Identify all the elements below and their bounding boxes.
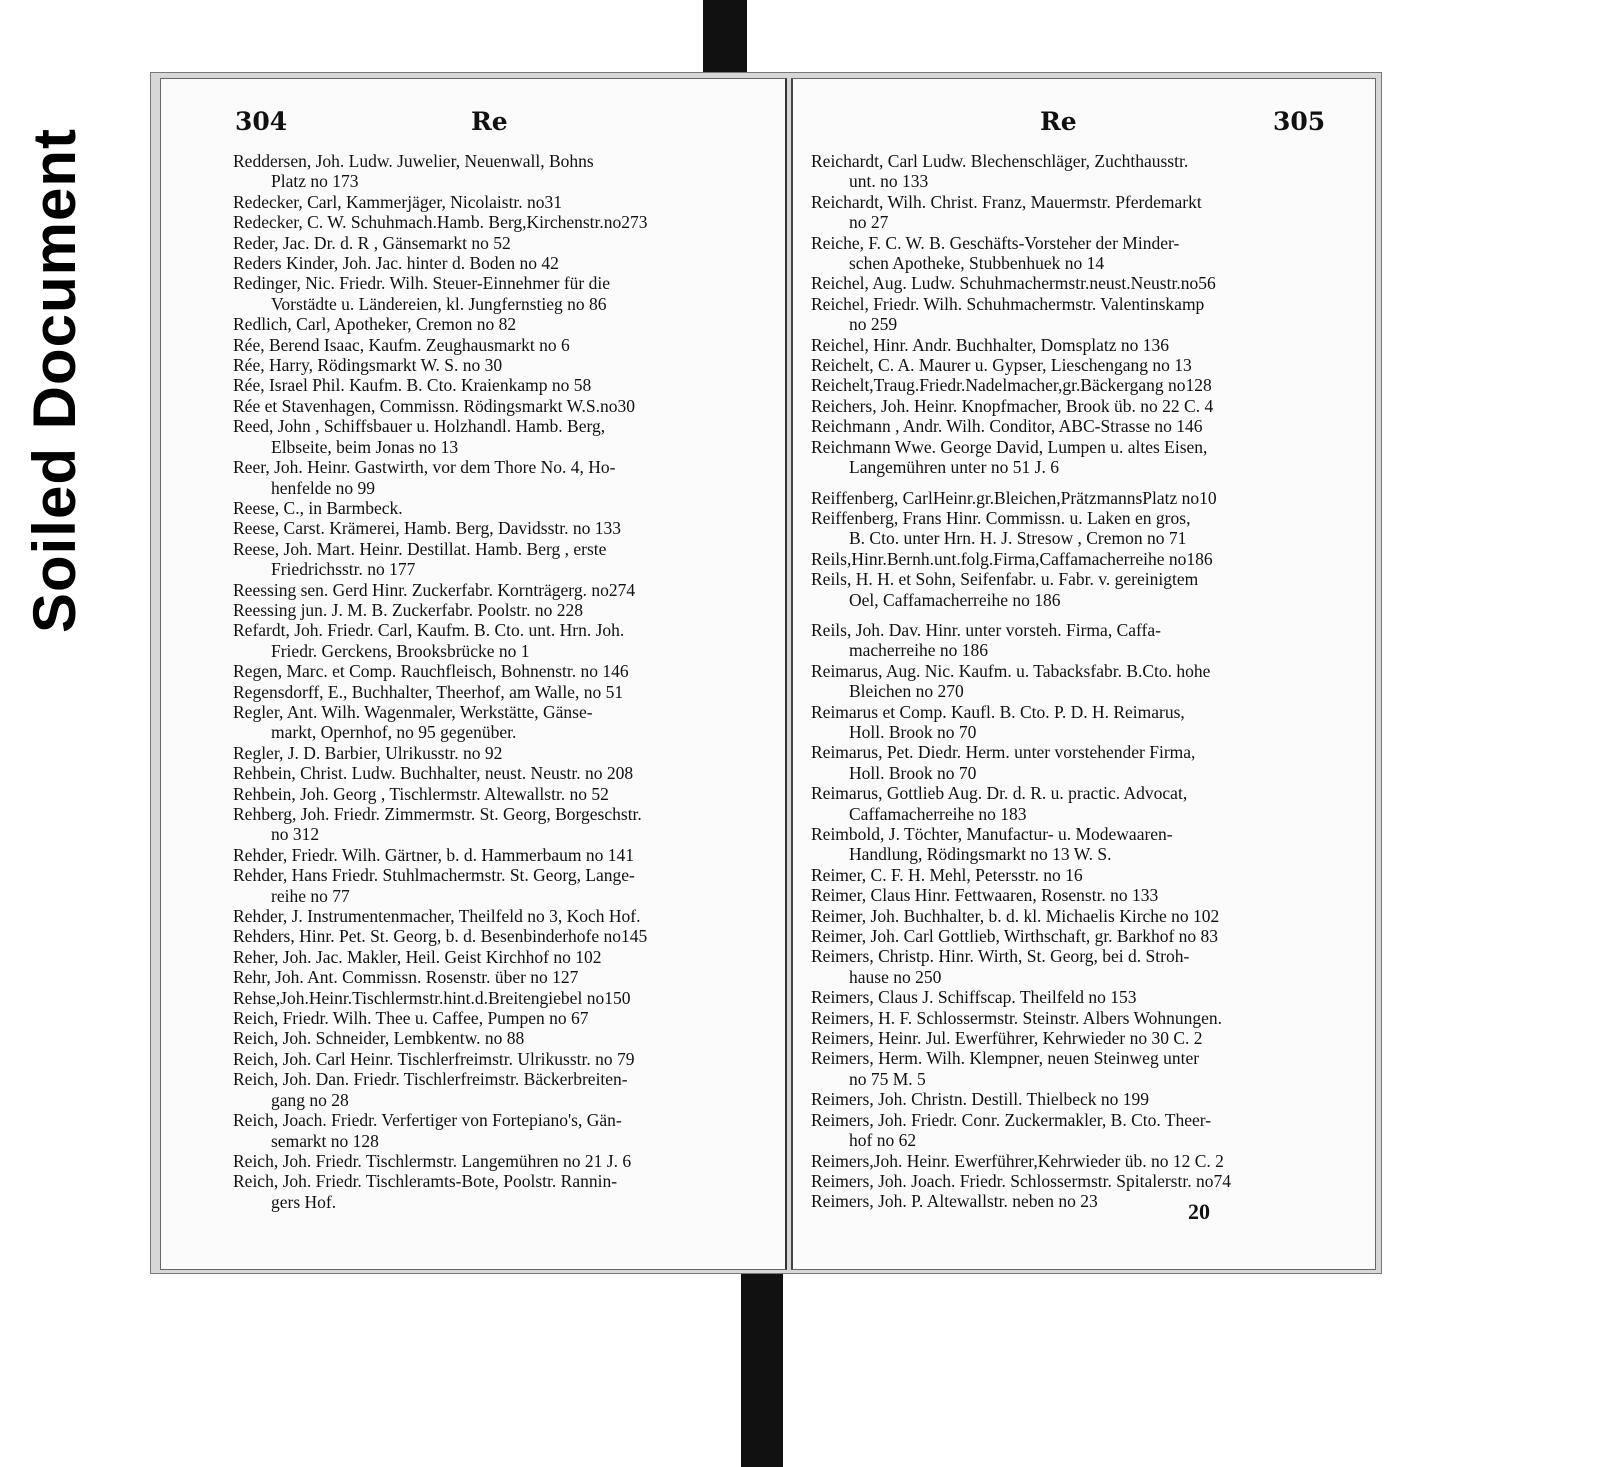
directory-entry-line: Reichelt, C. A. Maurer u. Gypser, Lieschengang no 13	[811, 355, 1192, 376]
directory-entry-line: Reimers, Joh. Friedr. Conr. Zuckermakler, B. Cto. Theer-	[811, 1109, 1212, 1130]
left-entry-list	[233, 151, 773, 1212]
directory-entry-line: Reich, Joh. Friedr. Tischlermstr. Langemühren no 21 J. 6	[233, 1150, 632, 1171]
directory-entry-line: Rehberg, Joh. Friedr. Zimmermstr. St. Georg, Borgeschstr.	[233, 804, 642, 824]
directory-entry-line: Reils, H. H. et Sohn, Seifenfabr. u. Fabr. v. gereinigtem	[811, 569, 1199, 590]
entry-continuation-line: hof no 62	[849, 1130, 917, 1151]
entry-continuation-line: Friedrichsstr. no 177	[271, 559, 416, 580]
directory-entry-line: Reders Kinder, Joh. Jac. hinter d. Boden no 42	[233, 253, 559, 274]
entry-block-c	[811, 620, 1366, 1212]
directory-entry-line: Rée et Stavenhagen, Commissn. Rödingsmarkt W.S.no30	[233, 395, 635, 416]
directory-entry-line: Redecker, C. W. Schuhmach.Hamb. Berg,Kirchenstr.no273	[233, 212, 648, 233]
directory-entry-line: Reimers, Joh. Joach. Friedr. Schlossermstr. Spitalerstr. no74	[811, 1170, 1231, 1191]
directory-entry-line: Rehder, Friedr. Wilh. Gärtner, b. d. Hammerbaum no 141	[233, 844, 634, 865]
directory-entry-line: Reimers, Claus J. Schiffscap. Theilfeld no 153	[811, 987, 1137, 1008]
directory-entry-line: Reessing jun. J. M. B. Zuckerfabr. Poolstr. no 228	[233, 599, 583, 620]
directory-entry-line: Reimers, Heinr. Jul. Ewerführer, Kehrwieder no 30 C. 2	[811, 1028, 1203, 1049]
directory-entry-line: Reils,Hinr.Bernh.unt.folg.Firma,Caffamacherreihe no186	[811, 548, 1213, 569]
directory-entry-line: Redlich, Carl, Apotheker, Cremon no 82	[233, 314, 517, 335]
directory-entry-line: Reimer, Joh. Buchhalter, b. d. kl. Michaelis Kirche no 102	[811, 905, 1220, 926]
right-page	[791, 78, 1376, 1270]
entry-continuation-line: henfelde no 99	[271, 477, 375, 498]
block-gap	[811, 478, 1366, 488]
entry-continuation-line: no 27	[849, 212, 889, 233]
right-running-head: Re	[1040, 107, 1077, 136]
directory-entry-line: Reese, C., in Barmbeck.	[233, 497, 403, 518]
directory-entry-line: Reich, Friedr. Wilh. Thee u. Caffee, Pumpen no 67	[233, 1008, 589, 1029]
directory-entry-line: Rehder, J. Instrumentenmacher, Theilfeld no 3, Koch Hof.	[233, 906, 641, 927]
directory-entry-line: Reiffenberg, CarlHeinr.gr.Bleichen,PrätzmannsPlatz no10	[811, 487, 1217, 508]
right-page-number: 305	[1273, 107, 1326, 136]
stamp-label: Soiled Document	[21, 127, 89, 633]
directory-entry-line: Reese, Carst. Krämerei, Hamb. Berg, Davidsstr. no 133	[233, 518, 621, 539]
directory-entry-line: Reichel, Aug. Ludw. Schuhmachermstr.neust.Neustr.no56	[811, 273, 1216, 294]
directory-entry-line: Refardt, Joh. Friedr. Carl, Kaufm. B. Cto. unt. Hrn. Joh.	[233, 620, 625, 641]
directory-entry-line: Reimarus, Aug. Nic. Kaufm. u. Tabacksfabr. B.Cto. hohe	[811, 660, 1211, 681]
directory-entry-line: Rée, Israel Phil. Kaufm. B. Cto. Kraienkamp no 58	[233, 375, 592, 396]
signature-mark: 20	[1188, 1199, 1210, 1224]
directory-entry-line: Reimer, Joh. Carl Gottlieb, Wirthschaft, gr. Barkhof no 83	[811, 926, 1219, 947]
directory-entry-line: Reimers, Joh. Christn. Destill. Thielbeck no 199	[811, 1089, 1149, 1110]
entry-continuation-line: macherreihe no 186	[849, 640, 988, 661]
entry-continuation-line: Platz no 173	[271, 171, 359, 192]
directory-entry-line: Reessing sen. Gerd Hinr. Zuckerfabr. Kornträgerg. no274	[233, 579, 636, 600]
directory-entry-line: Reimarus, Pet. Diedr. Herm. unter vorstehender Firma,	[811, 742, 1196, 763]
directory-entry-line: Rehr, Joh. Ant. Commissn. Rosenstr. über no 127	[233, 967, 579, 988]
entry-continuation-line: Caffamacherreihe no 183	[849, 803, 1027, 824]
entry-block-b	[811, 488, 1366, 610]
directory-entry-line: Reder, Jac. Dr. d. R , Gänsemarkt no 52	[233, 232, 511, 253]
scanner-strip-bottom	[741, 1268, 783, 1467]
directory-entry-line: Reed, John , Schiffsbauer u. Holzhandl. Hamb. Berg,	[233, 416, 606, 437]
directory-entry-line: Reimer, C. F. H. Mehl, Petersstr. no 16	[811, 864, 1083, 885]
directory-entry-line: Rehders, Hinr. Pet. St. Georg, b. d. Besenbinderhofe no145	[233, 926, 648, 947]
directory-entry-line: Reichmann , Andr. Wilh. Conditor, ABC-Strasse no 146	[811, 416, 1203, 437]
soiled-document-stamp	[0, 0, 110, 760]
directory-entry-line: Reddersen, Joh. Ludw. Juwelier, Neuenwall, Bohns	[233, 151, 594, 171]
directory-entry-line: Reichelt,Traug.Friedr.Nadelmacher,gr.Bäckergang no128	[811, 375, 1212, 396]
entry-continuation-line: Oel, Caffamacherreihe no 186	[849, 589, 1061, 610]
directory-entry-line: Regensdorff, E., Buchhalter, Theerhof, am Walle, no 51	[233, 681, 624, 702]
directory-entry-line: Rehder, Hans Friedr. Stuhlmachermstr. St. Georg, Lange-	[233, 865, 635, 886]
directory-entry-line: Reimer, Claus Hinr. Fettwaaren, Rosenstr. no 133	[811, 885, 1159, 906]
directory-entry-line: Reimers, H. F. Schlossermstr. Steinstr. Albers Wohnungen.	[811, 1007, 1223, 1028]
directory-entry-line: Redinger, Nic. Friedr. Wilh. Steuer-Einnehmer für die	[233, 273, 610, 294]
directory-entry-line: Reich, Joh. Friedr. Tischleramts-Bote, Poolstr. Rannin-	[233, 1171, 618, 1192]
directory-entry-line: Reich, Joh. Schneider, Lembkentw. no 88	[233, 1028, 525, 1049]
entry-continuation-line: Elbseite, beim Jonas no 13	[271, 436, 459, 457]
entry-continuation-line: Friedr. Gerckens, Brooksbrücke no 1	[271, 640, 530, 661]
entry-continuation-line: semarkt no 128	[271, 1130, 379, 1151]
directory-entry-line: Reimers, Christp. Hinr. Wirth, St. Georg, bei d. Stroh-	[811, 946, 1190, 967]
directory-entry-line: Reich, Joh. Dan. Friedr. Tischlerfreimstr. Bäckerbreiten-	[233, 1069, 628, 1090]
entry-continuation-line: Vorstädte u. Ländereien, kl. Jungfernstieg no 86	[271, 293, 607, 314]
directory-entry-line: Reimbold, J. Töchter, Manufactur- u. Modewaaren-	[811, 824, 1173, 844]
entry-continuation-line: markt, Opernhof, no 95 gegenüber.	[271, 722, 517, 743]
directory-entry-line: Reiche, F. C. W. B. Geschäfts-Vorsteher der Minder-	[811, 232, 1180, 253]
directory-entry-line: Reimers,Joh. Heinr. Ewerführer,Kehrwieder üb. no 12 C. 2	[811, 1150, 1224, 1171]
directory-entry-line: Reer, Joh. Heinr. Gastwirth, vor dem Thore No. 4, Ho-	[233, 457, 616, 478]
directory-entry-line: Reich, Joach. Friedr. Verfertiger von Fortepiano's, Gän-	[233, 1110, 622, 1131]
directory-entry-line: Rehbein, Christ. Ludw. Buchhalter, neust. Neustr. no 208	[233, 763, 634, 784]
entry-continuation-line: B. Cto. unter Hrn. H. J. Stresow , Cremon no 71	[849, 528, 1187, 549]
directory-entry-line: Reimers, Joh. P. Altewallstr. neben no 23	[811, 1191, 1098, 1212]
directory-entry-line: Reher, Joh. Jac. Makler, Heil. Geist Kirchhof no 102	[233, 946, 602, 967]
directory-entry-line: Reese, Joh. Mart. Heinr. Destillat. Hamb. Berg , erste	[233, 538, 607, 559]
directory-entry-line: Reichardt, Carl Ludw. Blechenschläger, Zuchthausstr.	[811, 151, 1189, 171]
directory-entry-line: Redecker, Carl, Kammerjäger, Nicolaistr. no31	[233, 191, 563, 212]
right-entry-list	[811, 151, 1366, 1212]
entry-continuation-line: no 75 M. 5	[849, 1068, 926, 1089]
directory-entry-line: Reichel, Hinr. Andr. Buchhalter, Domsplatz no 136	[811, 334, 1169, 355]
left-page	[160, 78, 787, 1270]
directory-entry-line: Reichel, Friedr. Wilh. Schuhmachermstr. Valentinskamp	[811, 293, 1205, 314]
entry-block-a	[811, 151, 1366, 478]
directory-entry-line: Rée, Harry, Rödingsmarkt W. S. no 30	[233, 355, 503, 376]
entry-continuation-line: Holl. Brook no 70	[849, 762, 977, 783]
entry-continuation-line: no 312	[271, 824, 320, 845]
directory-entry-line: Regen, Marc. et Comp. Rauchfleisch, Bohnenstr. no 146	[233, 661, 629, 682]
left-running-head: Re	[471, 107, 508, 136]
entry-continuation-line: no 259	[849, 314, 898, 335]
entry-continuation-line: gers Hof.	[271, 1191, 337, 1212]
entry-continuation-line: unt. no 133	[849, 171, 929, 192]
entry-continuation-line: hause no 250	[849, 966, 942, 987]
directory-entry-line: Regler, J. D. Barbier, Ulrikusstr. no 92	[233, 742, 503, 763]
directory-entry-line: Reimarus, Gottlieb Aug. Dr. d. R. u. practic. Advocat,	[811, 783, 1188, 804]
block-gap	[811, 610, 1366, 620]
entry-continuation-line: gang no 28	[271, 1089, 349, 1110]
left-page-number: 304	[235, 107, 288, 136]
entry-continuation-line: Holl. Brook no 70	[849, 721, 977, 742]
entry-continuation-line: schen Apotheke, Stubbenhuek no 14	[849, 253, 1105, 274]
directory-entry-line: Reils, Joh. Dav. Hinr. unter vorsteh. Firma, Caffa-	[811, 619, 1161, 640]
directory-entry-line: Reimarus et Comp. Kaufl. B. Cto. P. D. H. Reimarus,	[811, 701, 1185, 722]
directory-entry-line: Reiffenberg, Frans Hinr. Commissn. u. Laken en gros,	[811, 507, 1191, 528]
directory-entry-line: Reichers, Joh. Heinr. Knopfmacher, Brook üb. no 22 C. 4	[811, 395, 1214, 416]
directory-entry-line: Rée, Berend Isaac, Kaufm. Zeughausmarkt no 6	[233, 334, 570, 355]
entry-continuation-line: reihe no 77	[271, 885, 350, 906]
directory-entry-line: Regler, Ant. Wilh. Wagenmaler, Werkstätte, Gänse-	[233, 701, 593, 722]
directory-entry-line: Reichmann Wwe. George David, Lumpen u. altes Eisen,	[811, 436, 1208, 457]
entry-continuation-line: Langemühren unter no 51 J. 6	[849, 457, 1059, 478]
entry-continuation-line: Handlung, Rödingsmarkt no 13 W. S.	[849, 844, 1112, 865]
directory-entry-line: Rehbein, Joh. Georg , Tischlermstr. Altewallstr. no 52	[233, 783, 609, 804]
directory-entry-line: Rehse,Joh.Heinr.Tischlermstr.hint.d.Breitengiebel no150	[233, 987, 631, 1008]
directory-entry-line: Reichardt, Wilh. Christ. Franz, Mauermstr. Pferdemarkt	[811, 191, 1202, 212]
directory-entry-line: Reimers, Herm. Wilh. Klempner, neuen Steinweg unter	[811, 1048, 1200, 1069]
entry-continuation-line: Bleichen no 270	[849, 681, 964, 702]
directory-entry-line: Reich, Joh. Carl Heinr. Tischlerfreimstr. Ulrikusstr. no 79	[233, 1048, 635, 1069]
